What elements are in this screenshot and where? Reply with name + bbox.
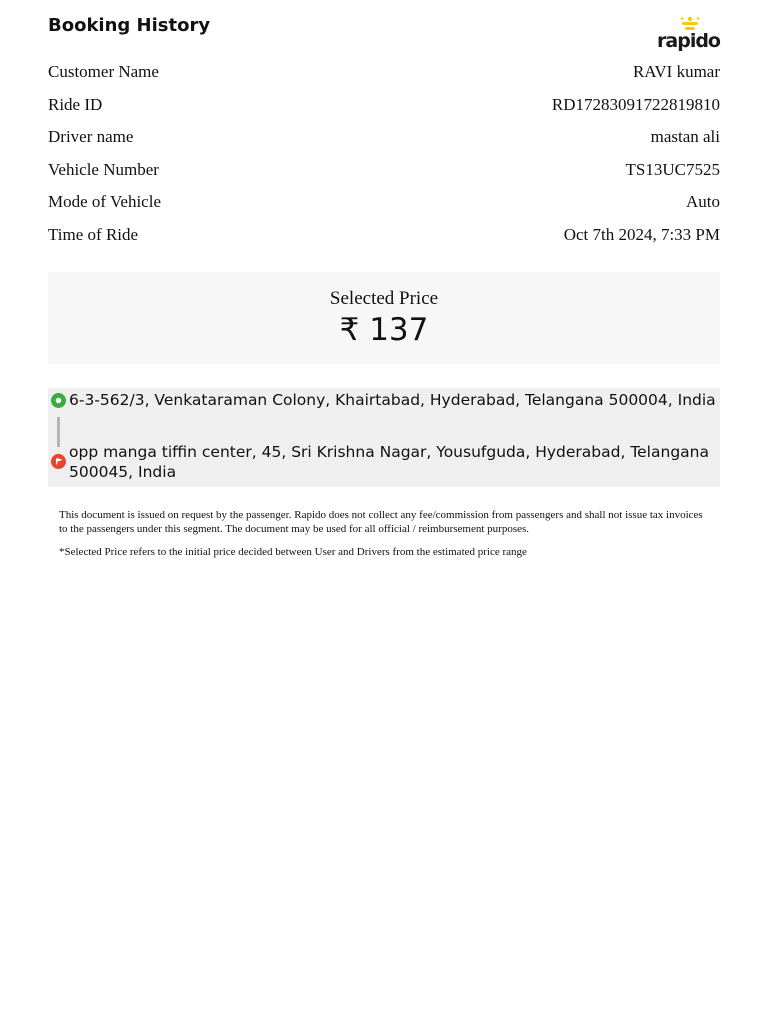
detail-value: mastan ali bbox=[650, 127, 720, 147]
pickup-address: 6-3-562/3, Venkataraman Colony, Khairtabad, Hyderabad, Telangana 500004, India bbox=[69, 391, 716, 409]
detail-value: Auto bbox=[686, 192, 720, 212]
detail-value: TS13UC7525 bbox=[625, 159, 720, 179]
price-value: ₹ 137 bbox=[339, 312, 429, 348]
selected-price-card bbox=[48, 272, 720, 364]
detail-label: Time of Ride bbox=[48, 224, 139, 244]
price-footnote: *Selected Price refers to the initial price decided between User and Drivers from the estimated price range bbox=[59, 546, 527, 558]
detail-row-mode-of-vehicle bbox=[48, 186, 720, 219]
pickup-pin-icon bbox=[51, 393, 66, 408]
detail-row-customer-name bbox=[48, 56, 720, 89]
drop-address: opp manga tiffin center, 45, Sri Krishna Nagar, Yousufguda, Hyderabad, Telangana 500045, India bbox=[69, 443, 709, 481]
disclaimer-text: This document is issued on request by the passenger. Rapido does not collect any fee/commission from passengers and shall not issue tax invoices to the passengers under this segment. The document may be used for all official / reimbursement purposes. bbox=[59, 509, 703, 535]
footer-notes bbox=[59, 509, 709, 560]
detail-label: Mode of Vehicle bbox=[48, 192, 161, 212]
detail-row-driver-name bbox=[48, 121, 720, 154]
detail-value: RAVI kumar bbox=[632, 62, 720, 82]
price-label: Selected Price bbox=[329, 288, 439, 309]
detail-value: Oct 7th 2024, 7:33 PM bbox=[563, 224, 720, 244]
detail-label: Ride ID bbox=[48, 94, 103, 114]
detail-row-time-of-ride bbox=[48, 219, 720, 252]
rapido-logo bbox=[656, 16, 720, 56]
logo-wordmark: rapido bbox=[657, 30, 720, 52]
route-card bbox=[48, 388, 720, 487]
detail-row-ride-id bbox=[48, 89, 720, 122]
header bbox=[48, 14, 720, 54]
detail-value: RD17283091722819810 bbox=[551, 94, 720, 114]
route-connector-line bbox=[57, 417, 60, 447]
detail-label: Vehicle Number bbox=[48, 159, 159, 179]
page-title: Booking History bbox=[48, 15, 211, 36]
detail-row-vehicle-number bbox=[48, 154, 720, 187]
detail-label: Customer Name bbox=[48, 62, 159, 82]
ride-details bbox=[48, 56, 720, 251]
drop-pin-icon bbox=[51, 454, 66, 469]
detail-label: Driver name bbox=[48, 127, 134, 147]
